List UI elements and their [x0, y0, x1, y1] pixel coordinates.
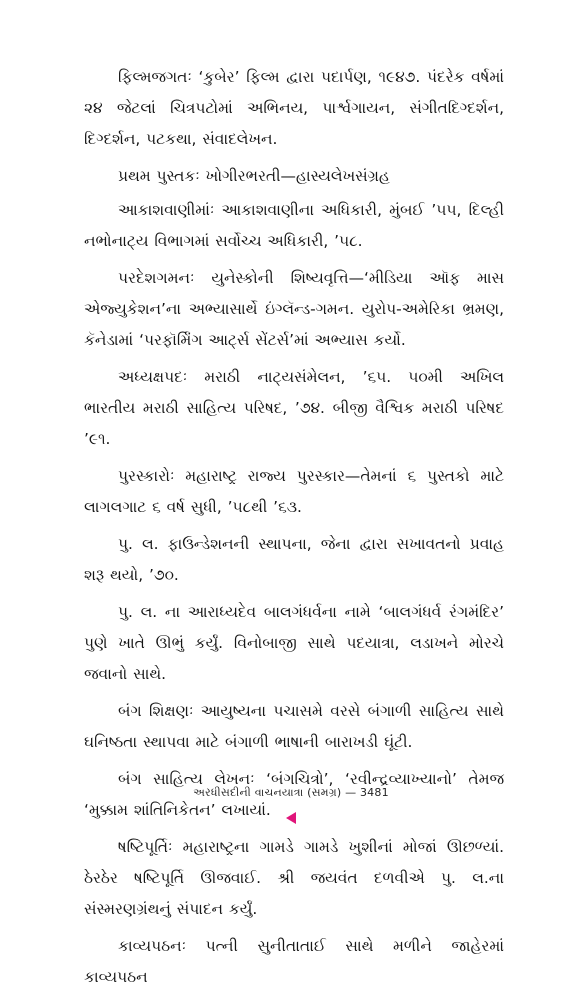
paragraph-foundation: પુ. લ. ફાઉન્ડેશનની સ્થાપના, જેના દ્વારા સખાવતનો પ્રવાહ શરૂ થયો, ’૭૦. [84, 535, 504, 584]
previous-page-arrow-icon[interactable] [286, 812, 296, 824]
paragraph-balgandharva: પુ. લ. ના આરાધ્યદેવ બાલગંધર્વના નામે ‘બાલગંધર્વ રંગમંદિર’ પુણે ખાતે ઊભું કર્યું. વિનોબાજી સાથે પદયાત્રા, લડાખને મોરચે જવાનો સાથે. [84, 603, 504, 683]
page-footer: અરધીસદીની વાચનયાત્રા (સમગ્ર) — 3481 [193, 786, 389, 799]
paragraph-foreign-travel: પરદેશગમનઃ યુનેસ્કોની શિષ્યવૃત્તિ—‘મીડિયા ઑફ માસ એજ્યુકેશન’ના અભ્યાસાર્થે ઇંગ્લૅન્ડ-ગમન. યુરોપ-અમેરિકા ભ્રમણ, કૅનેડામાં ‘પરફૉર્મિંગ આર્ટ્સ સેંટર્સ’માં અભ્યાસ કર્યો. [84, 269, 504, 349]
paragraph-film-career: ફિલ્મજગતઃ ‘કુબેર’ ફિલ્મ દ્વારા પદાર્પણ, ૧૯૪૭. પંદરેક વર્ષમાં ૨૪ જેટલાં ચિત્રપટોમાં અભિનય, પાર્શ્વગાયન, સંગીતદિગ્દર્શન, દિગ્દર્શન, પટકથા, સંવાદલેખન. [84, 68, 504, 148]
paragraph-bengali-study: બંગ શિક્ષણઃ આયુષ્યના પચાસમે વરસે બંગાળી સાહિત્ય સાથે ઘનિષ્ઠતા સ્થાપવા માટે બંગાળી ભાષાની બારાખડી ઘૂંટી. [84, 702, 504, 751]
paragraph-sixtieth-birthday: ષષ્ટિપૂર્તિઃ મહારાષ્ટ્રના ગામડે ગામડે ખુશીનાં મોજાં ઊછળ્યાં. ઠેરઠેર ષષ્ટિપૂર્તિ ઊજવાઈ. શ્રી જયવંત દળવીએ પુ. લ.ના સંસ્મરણગ્રંથનું સંપાદન કર્યું. [84, 838, 504, 918]
page-body [84, 62, 504, 999]
paragraph-presidency: અધ્યક્ષપદઃ મરાઠી નાટ્યસંમેલન, ’૬૫. ૫૦મી અખિલ ભારતીય મરાઠી સાહિત્ય પરિષદ, ’૭૪. બીજી વૈશ્વિક મરાઠી પરિષદ ’૯૧. [84, 368, 504, 448]
paragraph-first-book: પ્રથમ પુસ્તકઃ ખોગીરભરતી—હાસ્યલેખસંગ્રહ [118, 167, 390, 185]
paragraph-poetry-reading: કાવ્યપઠનઃ પત્ની સુનીતાતાઈ સાથે મળીને જાહેરમાં કાવ્યપઠન [84, 937, 504, 986]
paragraph-awards: પુરસ્કારોઃ મહારાષ્ટ્ર રાજ્ય પુરસ્કાર—તેમનાં ૬ પુસ્તકો માટે લાગલગાટ ૬ વર્ષ સુધી, ’૫૮થી ’૬૩. [84, 467, 504, 516]
paragraph-radio: આકાશવાણીમાંઃ આકાશવાણીના અધિકારી, મુંબઈ ’૫૫, દિલ્હી નભોનાટ્ય વિભાગમાં સર્વોચ્ચ અધિકારી, ’૫૮. [84, 201, 504, 250]
paragraph-bengali-writing: બંગ સાહિત્ય લેખનઃ ‘બંગચિત્રો’, ‘રવીન્દ્રવ્યાખ્યાનો’ તેમજ ‘મુક્કામ શાંતિનિકેતન’ લખાયાં. [84, 770, 504, 819]
